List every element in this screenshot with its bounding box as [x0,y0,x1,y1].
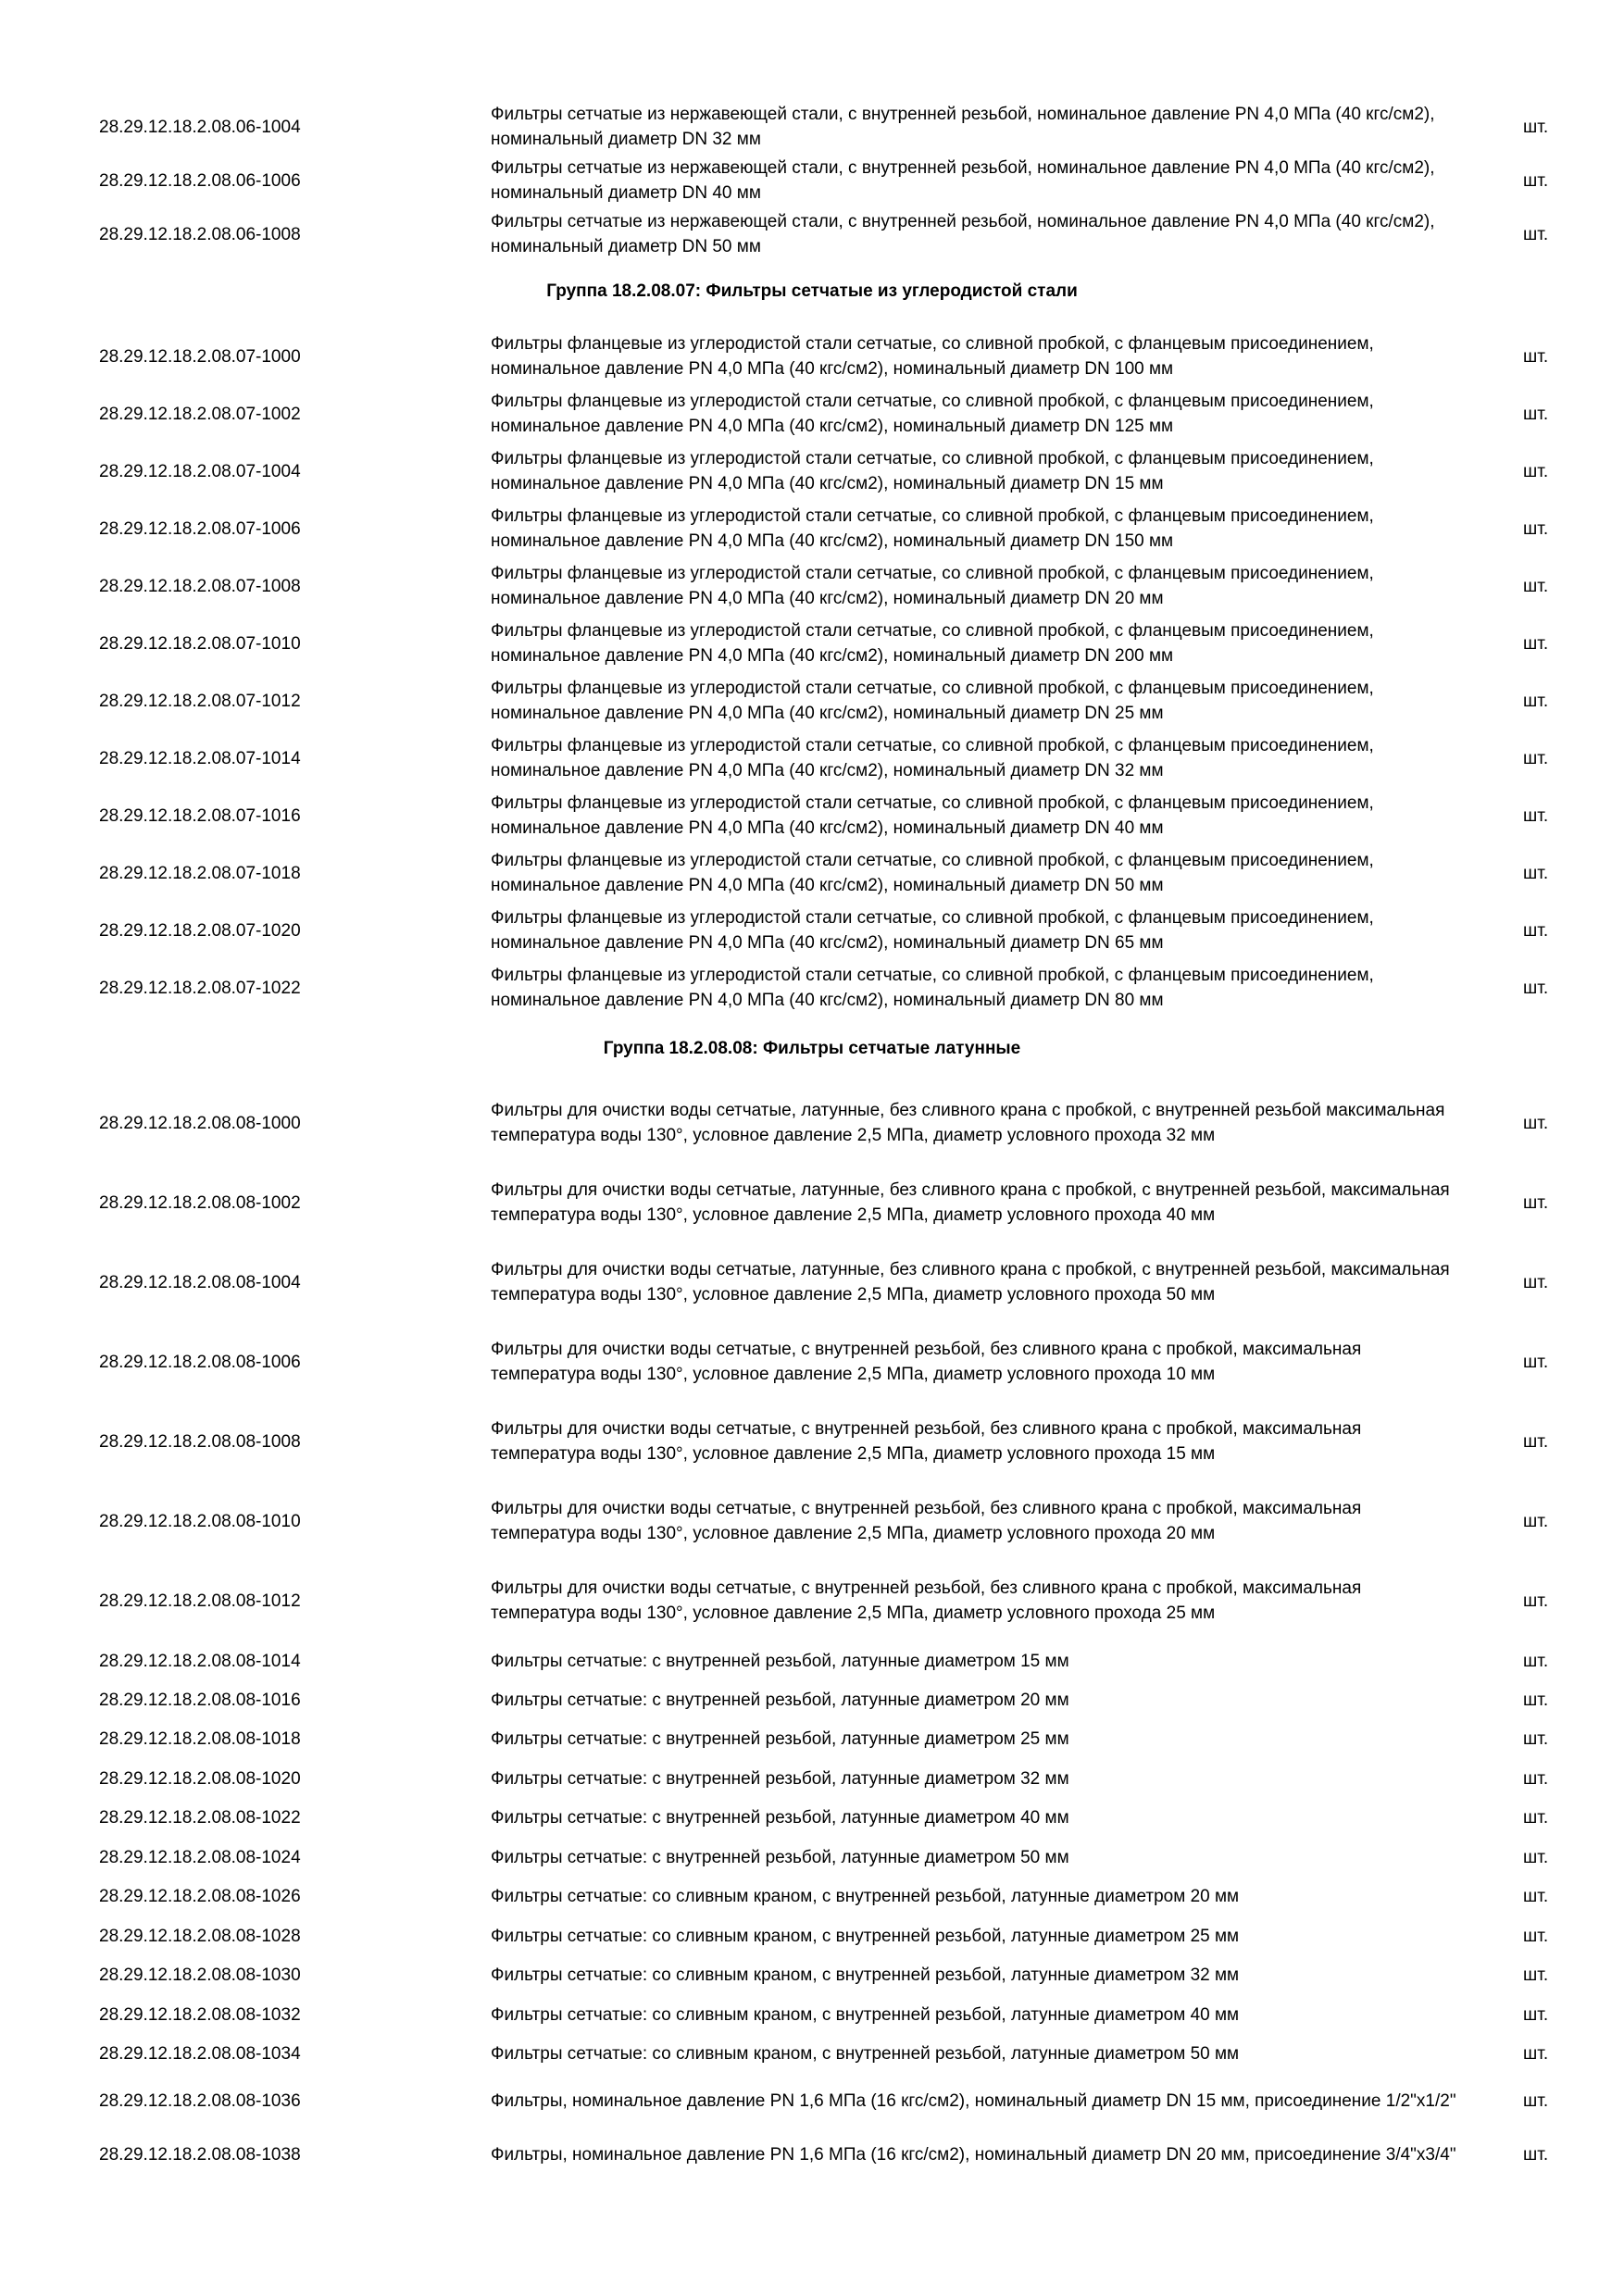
row-unit: шт. [1523,1965,1549,1985]
row-unit: шт. [1523,1729,1549,1749]
table-row [0,1995,1624,2034]
row-description: Фильтры фланцевые из углеродистой стали сетчатые, со сливной пробкой, с фланцевым присоединением, номинальное давление PN 4,0 МПа (40 кгс/см2), номинальный диаметр DN 50 мм [491,851,1374,895]
row-description: Фильтры для очистки воды сетчатые, латунные, без сливного крана с пробкой, с внутренней резьбой, максимальная температура воды 130°, условное давление 2,5 МПа, диаметр условного прохода 50 мм [491,1260,1450,1304]
row-description: Фильтры, номинальное давление PN 1,6 МПа (16 кгс/см2), номинальный диаметр DN 15 мм, присоединение 1/2"х1/2" [491,2090,1456,2111]
row-description: Фильтры сетчатые: с внутренней резьбой, латунные диаметром 20 мм [491,1690,1069,1710]
table-row [0,1877,1624,1916]
table-row [0,1561,1624,1641]
row-description: Фильтры сетчатые: с внутренней резьбой, латунные диаметром 32 мм [491,1768,1069,1789]
table-row [0,1719,1624,1759]
row-unit: шт. [1523,863,1549,883]
row-code: 28.29.12.18.2.08.08-1034 [99,2044,301,2064]
table-row [0,902,1624,959]
row-description: Фильтры фланцевые из углеродистой стали сетчатые, со сливной пробкой, с фланцевым присоединением, номинальное давление PN 4,0 МПа (40 кгс/см2), номинальный диаметр DN 80 мм [491,966,1374,1010]
row-code: 28.29.12.18.2.08.07-1016 [99,805,301,826]
table-row [0,1838,1624,1877]
row-unit: шт. [1523,633,1549,654]
row-code: 28.29.12.18.2.08.08-1024 [99,1847,301,1867]
row-description: Фильтры сетчатые из нержавеющей стали, с внутренней резьбой, номинальное давление PN 4,0 МПа (40 кгс/см2), номинальный диаметр DN 40 мм [491,158,1435,203]
row-description: Фильтры сетчатые: со сливным краном, с внутренней резьбой, латунные диаметром 50 мм [491,2044,1240,2064]
table-row [0,2128,1624,2181]
row-description: Фильтры сетчатые из нержавеющей стали, с внутренней резьбой, номинальное давление PN 4,0 МПа (40 кгс/см2), номинальный диаметр DN 50 мм [491,212,1435,256]
table-row [0,328,1624,385]
row-description: Фильтры для очистки воды сетчатые, с внутренней резьбой, без сливного крана с пробкой, максимальная температура воды 130°, условное давление 2,5 МПа, диаметр условного прохода 25 мм [491,1578,1362,1623]
row-code: 28.29.12.18.2.08.07-1012 [99,691,301,711]
row-code: 28.29.12.18.2.08.08-1000 [99,1113,301,1133]
group-heading: Группа 18.2.08.07: Фильтры сетчатые из углеродистой стали [546,281,1078,301]
row-unit: шт. [1523,1926,1549,1946]
row-unit: шт. [1523,1431,1549,1452]
table-row [0,730,1624,787]
row-code: 28.29.12.18.2.08.08-1002 [99,1192,301,1213]
row-code: 28.29.12.18.2.08.08-1016 [99,1690,301,1710]
row-code: 28.29.12.18.2.08.07-1014 [99,748,301,768]
table-row [0,1759,1624,1798]
row-description: Фильтры фланцевые из углеродистой стали сетчатые, со сливной пробкой, с фланцевым присоединением, номинальное давление PN 4,0 МПа (40 кгс/см2), номинальный диаметр DN 20 мм [491,564,1374,608]
table-row [0,557,1624,615]
table-row [0,1242,1624,1322]
row-code: 28.29.12.18.2.08.07-1010 [99,633,301,654]
row-unit: шт. [1523,2004,1549,2025]
row-unit: шт. [1523,461,1549,481]
row-unit: шт. [1523,224,1549,244]
row-description: Фильтры фланцевые из углеродистой стали сетчатые, со сливной пробкой, с фланцевым присоединением, номинальное давление PN 4,0 МПа (40 кгс/см2), номинальный диаметр DN 15 мм [491,449,1374,493]
row-unit: шт. [1523,518,1549,539]
row-unit: шт. [1523,1690,1549,1710]
row-code: 28.29.12.18.2.08.08-1018 [99,1729,301,1749]
row-code: 28.29.12.18.2.08.07-1004 [99,461,301,481]
row-description: Фильтры фланцевые из углеродистой стали сетчатые, со сливной пробкой, с фланцевым присоединением, номинальное давление PN 4,0 МПа (40 кгс/см2), номинальный диаметр DN 150 мм [491,506,1374,551]
table-row [0,1955,1624,1995]
row-unit: шт. [1523,170,1549,191]
row-unit: шт. [1523,1352,1549,1372]
table-row [0,385,1624,443]
row-unit: шт. [1523,920,1549,941]
row-unit: шт. [1523,1591,1549,1611]
row-unit: шт. [1523,1113,1549,1133]
table-row [0,1798,1624,1838]
table-row [0,207,1624,261]
row-unit: шт. [1523,576,1549,596]
row-code: 28.29.12.18.2.08.08-1012 [99,1591,301,1611]
row-unit: шт. [1523,748,1549,768]
table-row [0,615,1624,672]
table-row [0,154,1624,207]
group-heading: Группа 18.2.08.08: Фильтры сетчатые латунные [603,1039,1021,1058]
table-row [0,2034,1624,2074]
table-row [0,500,1624,557]
row-description: Фильтры сетчатые: с внутренней резьбой, латунные диаметром 25 мм [491,1729,1069,1749]
table-row [0,2074,1624,2128]
row-description: Фильтры для очистки воды сетчатые, латунные, без сливного крана с пробкой, с внутренней резьбой, максимальная температура воды 130°, условное давление 2,5 МПа, диаметр условного прохода 40 мм [491,1180,1450,1225]
row-unit: шт. [1523,2144,1549,2165]
row-unit: шт. [1523,1651,1549,1671]
row-description: Фильтры сетчатые: с внутренней резьбой, латунные диаметром 50 мм [491,1847,1069,1867]
row-code: 28.29.12.18.2.08.06-1006 [99,170,301,191]
row-code: 28.29.12.18.2.08.08-1020 [99,1768,301,1789]
row-description: Фильтры фланцевые из углеродистой стали сетчатые, со сливной пробкой, с фланцевым присоединением, номинальное давление PN 4,0 МПа (40 кгс/см2), номинальный диаметр DN 40 мм [491,793,1374,838]
row-unit: шт. [1523,1847,1549,1867]
row-code: 28.29.12.18.2.08.07-1000 [99,346,301,367]
row-code: 28.29.12.18.2.08.08-1036 [99,2090,301,2111]
row-unit: шт. [1523,1272,1549,1292]
row-unit: шт. [1523,1887,1549,1906]
row-description: Фильтры для очистки воды сетчатые, латунные, без сливного крана с пробкой, с внутренней резьбой максимальная температура воды 130°, условное давление 2,5 МПа, диаметр условного прохода 32 мм [491,1101,1445,1145]
row-description: Фильтры фланцевые из углеродистой стали сетчатые, со сливной пробкой, с фланцевым присоединением, номинальное давление PN 4,0 МПа (40 кгс/см2), номинальный диаметр DN 100 мм [491,334,1374,379]
row-description: Фильтры фланцевые из углеродистой стали сетчатые, со сливной пробкой, с фланцевым присоединением, номинальное давление PN 4,0 МПа (40 кгс/см2), номинальный диаметр DN 32 мм [491,736,1374,780]
row-unit: шт. [1523,1768,1549,1789]
row-unit: шт. [1523,2044,1549,2064]
row-code: 28.29.12.18.2.08.08-1030 [99,1965,301,1985]
row-unit: шт. [1523,1511,1549,1531]
table-row [0,1680,1624,1719]
table-row [0,959,1624,1017]
row-description: Фильтры сетчатые: со сливным краном, с внутренней резьбой, латунные диаметром 40 мм [491,2004,1240,2025]
row-description: Фильтры сетчатые из нержавеющей стали, с внутренней резьбой, номинальное давление PN 4,0 МПа (40 кгс/см2), номинальный диаметр DN 32 мм [491,105,1435,149]
table-row [0,1163,1624,1242]
table-row [0,1641,1624,1680]
row-code: 28.29.12.18.2.08.08-1006 [99,1352,301,1372]
row-code: 28.29.12.18.2.08.07-1006 [99,518,301,539]
row-code: 28.29.12.18.2.08.06-1008 [99,224,301,244]
row-code: 28.29.12.18.2.08.08-1014 [99,1651,301,1671]
row-description: Фильтры фланцевые из углеродистой стали сетчатые, со сливной пробкой, с фланцевым присоединением, номинальное давление PN 4,0 МПа (40 кгс/см2), номинальный диаметр DN 125 мм [491,392,1374,436]
row-code: 28.29.12.18.2.08.07-1002 [99,404,301,424]
row-unit: шт. [1523,1808,1549,1828]
table-row [0,1322,1624,1402]
row-code: 28.29.12.18.2.08.08-1022 [99,1808,301,1828]
row-description: Фильтры сетчатые: с внутренней резьбой, латунные диаметром 15 мм [491,1651,1069,1671]
row-unit: шт. [1523,978,1549,998]
row-description: Фильтры сетчатые: с внутренней резьбой, латунные диаметром 40 мм [491,1808,1069,1828]
row-code: 28.29.12.18.2.08.08-1008 [99,1431,301,1452]
row-code: 28.29.12.18.2.08.07-1020 [99,920,301,941]
row-description: Фильтры, номинальное давление PN 1,6 МПа (16 кгс/см2), номинальный диаметр DN 20 мм, присоединение 3/4"х3/4" [491,2144,1456,2165]
row-description: Фильтры для очистки воды сетчатые, с внутренней резьбой, без сливного крана с пробкой, максимальная температура воды 130°, условное давление 2,5 МПа, диаметр условного прохода 15 мм [491,1419,1362,1464]
table-row [0,787,1624,844]
table-row [0,1481,1624,1561]
row-code: 28.29.12.18.2.08.08-1028 [99,1926,301,1946]
row-code: 28.29.12.18.2.08.07-1022 [99,978,301,998]
row-description: Фильтры фланцевые из углеродистой стали сетчатые, со сливной пробкой, с фланцевым присоединением, номинальное давление PN 4,0 МПа (40 кгс/см2), номинальный диаметр DN 25 мм [491,679,1374,723]
table-row [0,1916,1624,1955]
row-description: Фильтры сетчатые: со сливным краном, с внутренней резьбой, латунные диаметром 32 мм [491,1965,1240,1985]
row-description: Фильтры фланцевые из углеродистой стали сетчатые, со сливной пробкой, с фланцевым присоединением, номинальное давление PN 4,0 МПа (40 кгс/см2), номинальный диаметр DN 200 мм [491,621,1374,666]
table-row [0,443,1624,500]
row-description: Фильтры сетчатые: со сливным краном, с внутренней резьбой, латунные диаметром 25 мм [491,1926,1240,1946]
row-unit: шт. [1523,346,1549,367]
row-unit: шт. [1523,1192,1549,1213]
table-row [0,100,1624,154]
row-description: Фильтры для очистки воды сетчатые, с внутренней резьбой, без сливного крана с пробкой, максимальная температура воды 130°, условное давление 2,5 МПа, диаметр условного прохода 10 мм [491,1340,1362,1384]
row-unit: шт. [1523,691,1549,711]
row-code: 28.29.12.18.2.08.07-1018 [99,863,301,883]
row-description: Фильтры для очистки воды сетчатые, с внутренней резьбой, без сливного крана с пробкой, максимальная температура воды 130°, условное давление 2,5 МПа, диаметр условного прохода 20 мм [491,1499,1362,1543]
row-unit: шт. [1523,805,1549,826]
table-row [0,1083,1624,1163]
row-unit: шт. [1523,117,1549,137]
row-code: 28.29.12.18.2.08.07-1008 [99,576,301,596]
row-code: 28.29.12.18.2.08.08-1010 [99,1511,301,1531]
table-row [0,844,1624,902]
row-unit: шт. [1523,2090,1549,2111]
row-description: Фильтры сетчатые: со сливным краном, с внутренней резьбой, латунные диаметром 20 мм [491,1887,1240,1906]
table-row [0,1402,1624,1481]
row-code: 28.29.12.18.2.08.08-1004 [99,1272,301,1292]
row-unit: шт. [1523,404,1549,424]
row-description: Фильтры фланцевые из углеродистой стали сетчатые, со сливной пробкой, с фланцевым присоединением, номинальное давление PN 4,0 МПа (40 кгс/см2), номинальный диаметр DN 65 мм [491,908,1374,953]
table-row [0,672,1624,730]
row-code: 28.29.12.18.2.08.08-1026 [99,1887,301,1906]
row-code: 28.29.12.18.2.08.06-1004 [99,117,301,137]
row-code: 28.29.12.18.2.08.08-1032 [99,2004,301,2025]
row-code: 28.29.12.18.2.08.08-1038 [99,2144,301,2165]
